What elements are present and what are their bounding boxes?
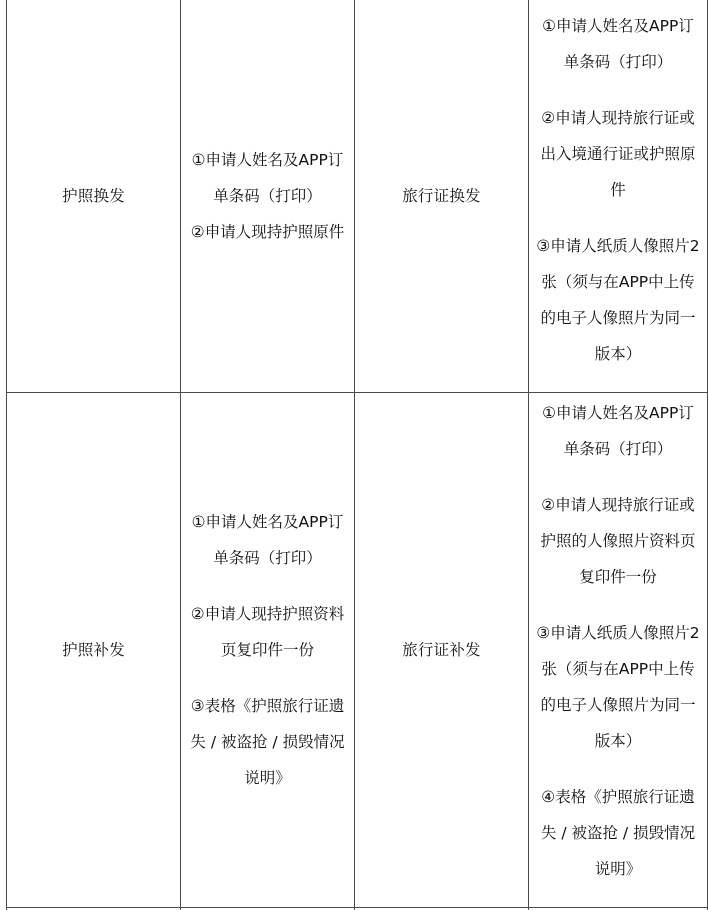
document-line: 的电子人像照片为同一 [540,309,696,327]
document-line: ①申请人姓名及APP订 [542,404,694,422]
document-item [529,100,707,208]
document-item [181,142,354,214]
document-line: 出入境通行证或护照原 [540,145,696,163]
document-line: ③申请人纸质人像照片2 [536,237,700,255]
document-list [529,395,707,887]
document-line: 复印件一份 [579,568,657,586]
document-line: 说明》 [244,769,291,787]
document-line: 张（须与在APP中上传 [541,660,695,678]
table-cell-service-passport-reissue [7,393,180,907]
document-line: ②申请人现持护照资料 [190,605,345,623]
document-line: 页复印件一份 [220,641,314,659]
document-line: 件 [610,181,626,199]
document-item [529,8,707,80]
document-line: 失 / 被盗抢 / 损毁情况 [540,824,696,842]
table-cell-service-travel-doc-reissue [355,393,528,907]
service-name: 护照补发 [62,641,125,659]
document-line: 的电子人像照片为同一 [540,696,696,714]
document-item [181,688,354,796]
document-list [529,8,707,372]
document-item [181,504,354,576]
document-line: 张（须与在APP中上传 [541,273,695,291]
document-line: ①申请人姓名及APP订 [191,513,344,531]
document-line: ④表格《护照旅行证遗 [541,788,695,806]
document-list [181,504,354,796]
service-name: 护照换发 [62,187,125,205]
document-line: 单条码（打印） [563,53,673,71]
row-divider-2 [6,907,708,908]
document-line: ②申请人现持旅行证或 [541,109,695,127]
document-line: ①申请人姓名及APP订 [191,151,344,169]
document-line: 版本） [594,732,642,750]
document-item [181,596,354,668]
document-line: 单条码（打印） [213,549,322,567]
service-name: 旅行证补发 [402,641,481,659]
table-cell-docs-passport-reissue [181,393,354,907]
table-cell-docs-travel-doc-renewal [529,0,707,392]
document-item [529,487,707,595]
document-line: ②申请人现持旅行证或 [541,496,695,514]
document-list [181,142,354,250]
document-line: 失 / 被盗抢 / 损毁情况 [190,733,345,751]
document-line: 说明》 [594,860,642,878]
document-item [529,228,707,372]
document-line: 单条码（打印） [563,440,673,458]
document-item [181,214,354,250]
document-item [529,615,707,759]
table-cell-docs-passport-renewal [181,0,354,392]
service-name: 旅行证换发 [402,187,481,205]
document-item [529,395,707,467]
document-line: 版本） [594,345,642,363]
table-cell-service-passport-renewal [7,0,180,392]
document-line: ②申请人现持护照原件 [190,223,345,241]
document-line: ①申请人姓名及APP订 [542,17,694,35]
document-item [529,779,707,887]
document-line: 单条码（打印） [213,187,322,205]
table-cell-service-travel-doc-renewal [355,0,528,392]
document-line: ③表格《护照旅行证遗 [190,697,345,715]
document-line: 护照的人像照片资料页 [540,532,696,550]
table-cell-docs-travel-doc-reissue [529,393,707,907]
document-line: ③申请人纸质人像照片2 [536,624,700,642]
